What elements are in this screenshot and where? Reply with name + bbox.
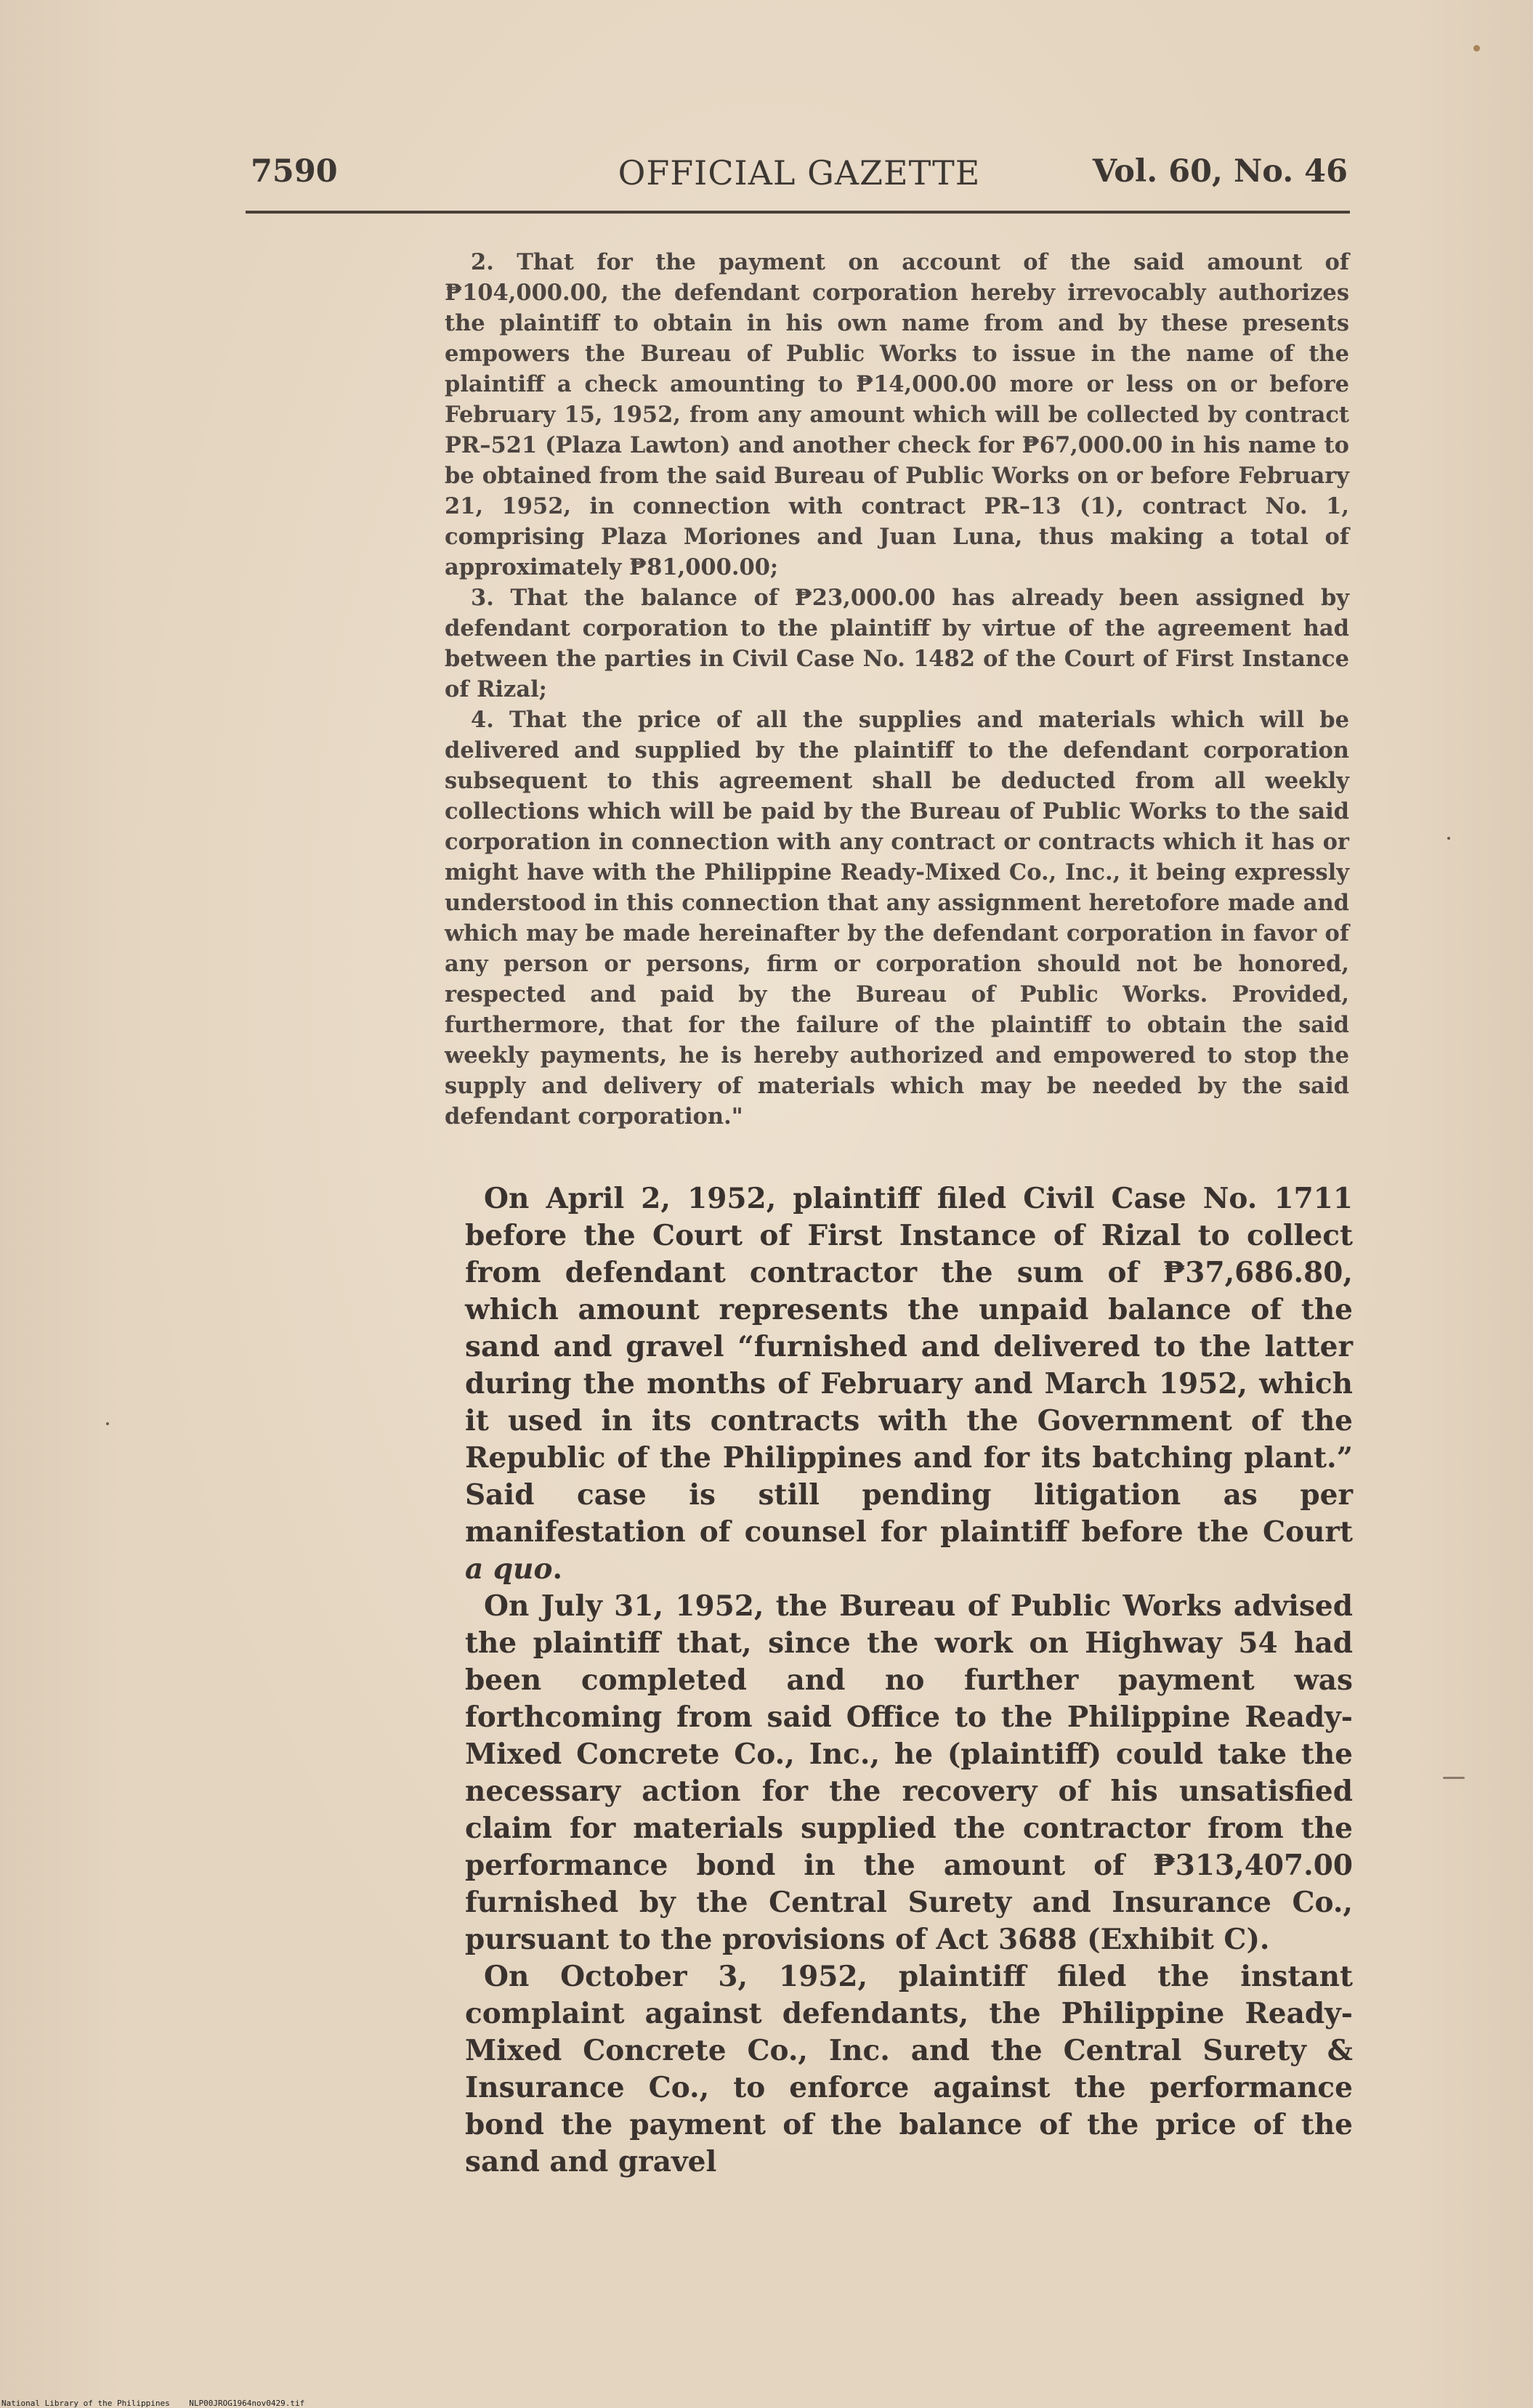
- page-number: 7590: [251, 153, 338, 190]
- volume-issue: Vol. 60, No. 46: [1092, 153, 1348, 190]
- agreement-clause-4: 4. That the price of all the supplies and materials which will be delivered and supplied by the plaintiff to the defendant corporation subsequent to this agreement shall be deducted from all weekly collections which will be paid by the Bureau of Public Works to the said corporation in connection with any contract or contracts which it has or might have with the Philippine Ready-Mixed Co., Inc., it being expressly understood in this connection that any assignment heretofore made and which may be made hereinafter by the defendant corporation in favor of any person or persons, firm or corporation should not be honored, respected and paid by the Bureau of Public Works. Provided, furthermore, that for the failure of the plaintiff to obtain the said weekly payments, he is hereby authorized and empowered to stop the supply and delivery of materials which may be needed by the said defendant corporation.": [445, 707, 1349, 1130]
- agreement-clause-3: 3. That the balance of ₱23,000.00 has already been assigned by defendant corporation to the plaintiff by virtue of the agreement had between the parties in Civil Case No. 1482 of the Court of First Instance of Rizal;: [445, 585, 1349, 702]
- paper-speck: [1473, 45, 1480, 52]
- agreement-clause-2: 2. That for the payment on account of the said amount of ₱104,000.00, the defendant corporation hereby irrevocably authorizes the plaintiff to obtain in his own name from and by these presents empowers the Bureau of Public Works to issue in the name of the plaintiff a check amounting to ₱14,000.00 more or less on or before February 15, 1952, from any amount which will be collected by contract PR–521 (Plaza Lawton) and another check for ₱67,000.00 in his name to be obtained from the said Bureau of Public Works on or before February 21, 1952, in connection with contract PR–13 (1), contract No. 1, comprising Plaza Moriones and Juan Luna, thus making a total of approximately ₱81,000.00;: [445, 249, 1349, 580]
- body-paragraph-july: On July 31, 1952, the Bureau of Public Works advised the plaintiff that, since the work on Highway 54 had been completed and no further payment was forthcoming from said Office to the Philippine Ready-Mixed Concrete Co., Inc., he (plaintiff) could take the necessary action for the recovery of his unsatisfied claim for materials supplied the contractor from the performance bond in the amount of ₱313,407.00 furnished by the Central Surety and Insurance Co., pursuant to the provisions of Act 3688 (Exhibit C).: [465, 1589, 1353, 1956]
- page-header: [251, 149, 1348, 200]
- body-paragraph-october: On October 3, 1952, plaintiff filed the instant complaint against defendants, the Philippine Ready-Mixed Concrete Co., Inc. and the Central Surety & Insurance Co., to enforce against the performance bond the payment of the balance of the price of the sand and gravel: [465, 1960, 1353, 2178]
- body-paragraph-april-text: On April 2, 1952, plaintiff filed Civil Case No. 1711 before the Court of First Instance of Rizal to collect from defendant contractor the sum of ₱37,686.80, which amount represents the unpaid balance of the sand and gravel “furnished and delivered to the latter during the months of February and March 1952, which it used in its contracts with the Government of the Republic of the Philippines and for its batching plant.” Said case is still pending litigation as per manifestation of counsel for plaintiff before the Court: [465, 1182, 1353, 1549]
- body-paragraph-april: [465, 1180, 1353, 1588]
- quoted-agreement-text: [445, 247, 1349, 1132]
- paper-speck: [1447, 837, 1450, 840]
- paper-speck: [106, 1422, 109, 1425]
- latin-term: a quo: [465, 1552, 553, 1586]
- header-rule: [246, 211, 1350, 214]
- publication-title: OFFICIAL GAZETTE: [618, 153, 981, 192]
- body-paragraph-april-end: .: [552, 1552, 563, 1586]
- scan-source-label: National Library of the Philippines NLP00JROG1964nov0429.tif: [1, 2399, 305, 2408]
- decision-body-text: [465, 1180, 1353, 2181]
- paper-speck: [1443, 1777, 1465, 1779]
